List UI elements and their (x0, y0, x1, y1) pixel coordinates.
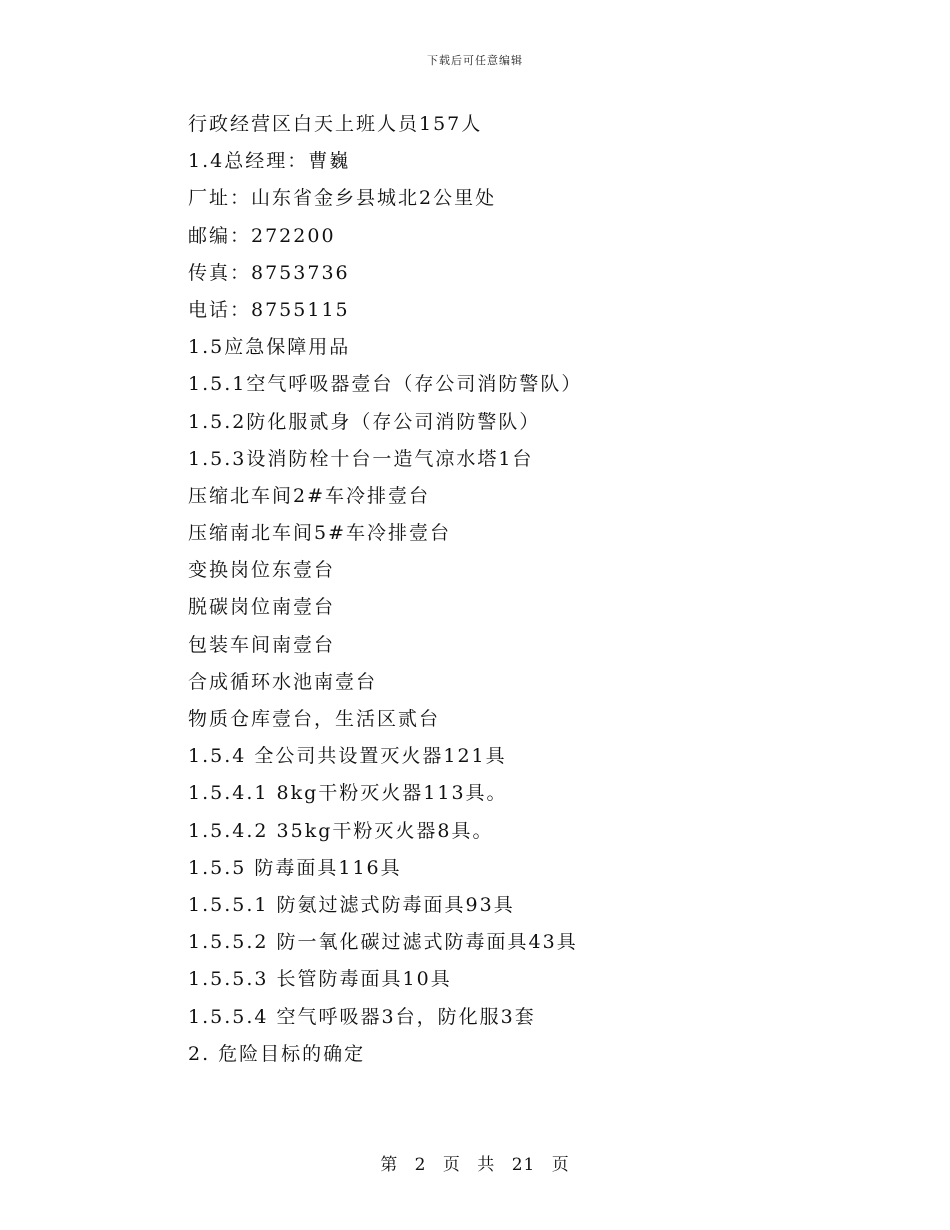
text-line: 压缩南北车间5#车冷排壹台 (188, 522, 452, 545)
text-line: 1.5.5.3 长管防毒面具10具 (188, 968, 452, 991)
text-line: 1.5.5.1 防氨过滤式防毒面具93具 (188, 893, 515, 916)
text-line: 电话：8755115 (188, 298, 350, 321)
footer-prefix: 第 (380, 1155, 399, 1175)
text-line: 1.5.1空气呼吸器壹台（存公司消防警队） (188, 373, 583, 396)
page-footer (0, 1150, 950, 1175)
text-line: 1.5.5.4 空气呼吸器3台，防化服3套 (188, 1005, 536, 1028)
footer-page-label: 页 (442, 1155, 461, 1175)
text-line: 1.5.3设消防栓十台一造气凉水塔1台 (188, 447, 534, 470)
text-line: 压缩北车间2#车冷排壹台 (188, 484, 431, 507)
text-line: 1.5.5 防毒面具116具 (188, 856, 402, 879)
section-heading: 1.5应急保障用品 (188, 336, 351, 359)
text-line: 1.5.2防化服贰身（存公司消防警队） (188, 410, 541, 433)
text-line: 1.5.4.1 8kg干粉灭火器113具。 (188, 782, 508, 805)
text-line: 传真：8753736 (188, 261, 350, 284)
total-pages-number: 21 (511, 1155, 536, 1175)
text-line: 1.5.4.2 35kg干粉灭火器8具。 (188, 819, 494, 842)
text-line: 厂址：山东省金乡县城北2公里处 (188, 187, 497, 210)
text-line: 合成循环水池南壹台 (188, 670, 378, 693)
page-header: 下载后可任意编辑 (427, 54, 523, 67)
text-line: 包装车间南壹台 (188, 633, 336, 656)
text-line: 1.5.4 全公司共设置灭火器121具 (188, 745, 507, 768)
text-line: 变换岗位东壹台 (188, 559, 336, 582)
text-line: 行政经营区白天上班人员157人 (188, 113, 483, 135)
footer-total-label: 共 (477, 1155, 496, 1175)
text-line: 物质仓库壹台，生活区贰台 (188, 708, 441, 730)
text-line: 1.4总经理：曹巍 (188, 150, 351, 173)
document-body (188, 106, 888, 1073)
text-line: 邮编：272200 (188, 224, 336, 247)
section-heading: 2. 危险目标的确定 (188, 1042, 366, 1065)
current-page-number: 2 (414, 1155, 427, 1175)
footer-suffix: 页 (551, 1155, 570, 1175)
text-line: 脱碳岗位南壹台 (188, 596, 336, 619)
text-line: 1.5.5.2 防一氧化碳过滤式防毒面具43具 (188, 931, 578, 954)
